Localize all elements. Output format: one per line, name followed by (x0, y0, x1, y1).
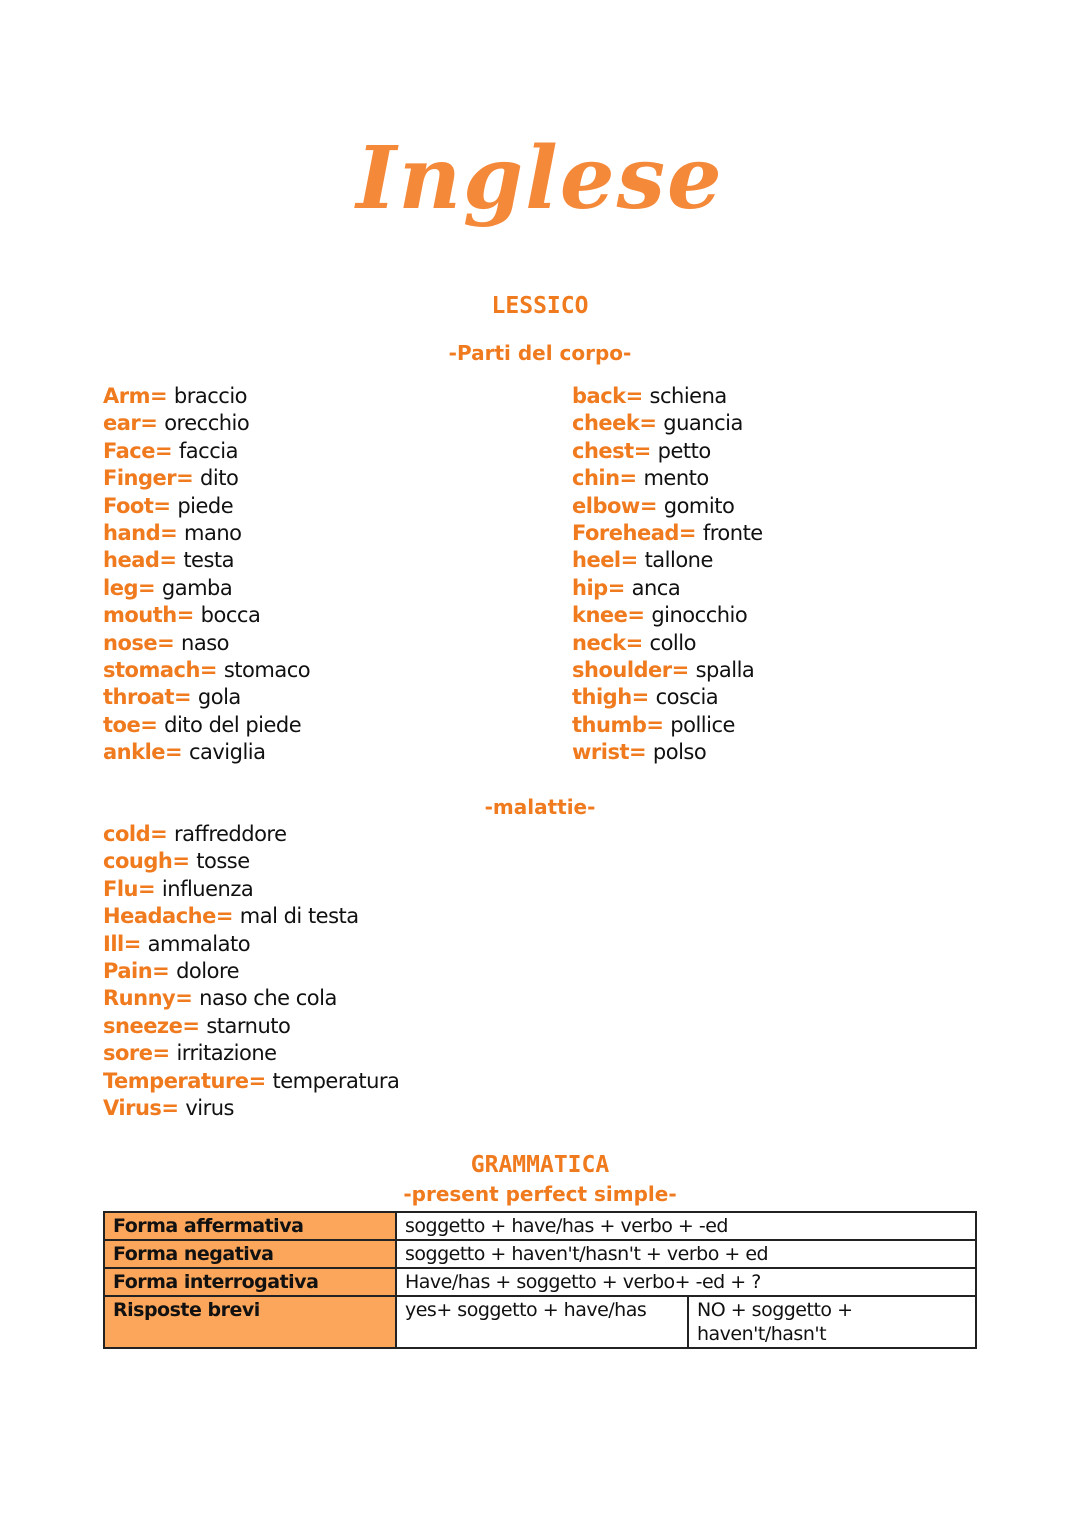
table-row (104, 1296, 976, 1348)
vocab-item (103, 903, 399, 930)
italian-translation: bocca (200, 603, 261, 628)
equals-sign: = (123, 931, 148, 956)
vocab-item (103, 931, 399, 958)
row-value: Have/has + soggetto + verbo+ -ed + ? (396, 1268, 976, 1296)
vocab-item (572, 739, 763, 766)
equals-sign: = (625, 384, 650, 408)
italian-translation: collo (649, 630, 696, 655)
row-label: Forma negativa (104, 1240, 396, 1268)
equals-sign: = (627, 603, 652, 628)
italian-translation: fronte (702, 521, 763, 546)
english-term: cough (103, 849, 173, 874)
vocab-item (103, 410, 310, 437)
italian-translation: pollice (670, 712, 735, 737)
english-term: toe (103, 712, 141, 737)
equals-sign: = (137, 575, 162, 600)
english-term: neck (572, 630, 626, 655)
italian-translation: naso che cola (199, 986, 337, 1011)
english-term: back (572, 384, 626, 408)
italian-translation: influenza (161, 876, 254, 901)
italian-translation: schiena (649, 384, 727, 408)
equals-sign: = (639, 411, 664, 436)
italian-translation: dolore (176, 959, 240, 984)
english-term: Virus (103, 1096, 162, 1121)
italian-translation: gomito (663, 493, 735, 518)
vocab-item (103, 876, 399, 903)
vocab-item (103, 1040, 399, 1067)
equals-sign: = (199, 658, 224, 683)
equals-sign: = (161, 1096, 186, 1121)
italian-translation: gola (197, 685, 241, 710)
grammar-table (103, 1211, 977, 1349)
equals-sign: = (160, 521, 185, 546)
equals-sign: = (172, 849, 197, 874)
equals-sign: = (140, 712, 165, 737)
equals-sign: = (165, 740, 189, 765)
table-row (104, 1212, 976, 1240)
italian-translation: ammalato (147, 931, 251, 956)
vocab-item (103, 821, 399, 848)
equals-sign: = (157, 630, 182, 655)
vocab-item (572, 602, 763, 629)
english-term: Arm (103, 384, 150, 408)
english-term: Finger (103, 466, 177, 491)
italian-translation: orecchio (164, 411, 250, 436)
english-term: Foot (103, 493, 154, 518)
english-term: shoulder (572, 658, 672, 683)
english-term: Pain (103, 959, 153, 984)
italian-translation: faccia (178, 438, 238, 463)
italian-translation: tosse (196, 849, 250, 874)
equals-sign: = (248, 1068, 273, 1093)
english-term: sore (103, 1041, 153, 1066)
italian-translation: dito del piede (164, 712, 302, 737)
english-term: cheek (572, 411, 640, 436)
equals-sign: = (140, 411, 165, 436)
equals-sign: = (176, 603, 201, 628)
row-label: Risposte brevi (104, 1296, 396, 1348)
equals-sign: = (173, 685, 198, 710)
equals-sign: = (671, 658, 696, 683)
english-term: hip (572, 575, 608, 600)
equals-sign: = (631, 685, 656, 710)
row-label: Forma interrogativa (104, 1268, 396, 1296)
equals-sign: = (152, 1041, 177, 1066)
italian-translation: tallone (644, 548, 713, 573)
english-term: cold (103, 822, 151, 846)
english-term: ear (103, 411, 141, 436)
vocab-item (103, 438, 310, 465)
english-term: leg (103, 575, 138, 600)
equals-sign: = (153, 493, 178, 518)
english-term: mouth (103, 603, 177, 628)
vocab-item (572, 493, 763, 520)
row-value: soggetto + have/has + verbo + -ed (396, 1212, 976, 1240)
vocab-item (103, 383, 310, 410)
vocab-item (103, 657, 310, 684)
english-term: throat (103, 685, 174, 710)
english-term: elbow (572, 493, 640, 518)
italian-translation: petto (657, 438, 711, 463)
english-term: Temperature (103, 1068, 249, 1093)
vocab-item (103, 848, 399, 875)
vocab-item (103, 739, 310, 766)
english-term: thumb (572, 712, 647, 737)
section-heading-lessico: LESSICO (491, 293, 589, 319)
english-term: wrist (572, 740, 629, 765)
italian-translation: ginocchio (651, 603, 748, 628)
subheading-body-parts: -Parti del corpo- (448, 341, 632, 365)
vocab-item (572, 630, 763, 657)
italian-translation: anca (631, 575, 681, 600)
english-term: sneeze (103, 1013, 183, 1038)
italian-translation: mal di testa (239, 904, 359, 929)
vocab-item (572, 438, 763, 465)
english-term: ankle (103, 740, 166, 765)
short-answer-yes: yes+ soggetto + have/has (396, 1296, 688, 1348)
vocab-item (572, 520, 763, 547)
italian-translation: polso (652, 740, 707, 765)
english-term: chin (572, 466, 620, 491)
equals-sign: = (625, 630, 650, 655)
section-heading-grammatica: GRAMMATICA (470, 1152, 610, 1178)
vocab-item (103, 493, 310, 520)
vocab-item (103, 520, 310, 547)
equals-sign: = (629, 740, 653, 765)
table-row (104, 1240, 976, 1268)
italian-translation: coscia (655, 685, 719, 710)
english-term: thigh (572, 685, 632, 710)
illnesses-list (103, 821, 399, 1122)
body-parts-left-list (103, 383, 310, 767)
english-term: hand (103, 521, 161, 546)
italian-translation: braccio (173, 384, 248, 408)
english-term: stomach (103, 658, 200, 683)
vocab-item (572, 547, 763, 574)
page-title: Inglese (356, 128, 724, 229)
vocab-item (103, 547, 310, 574)
vocab-item (103, 602, 310, 629)
equals-sign: = (159, 548, 184, 573)
english-term: chest (572, 438, 634, 463)
vocab-item (103, 1068, 399, 1095)
vocab-item (103, 1013, 399, 1040)
equals-sign: = (182, 1013, 207, 1038)
vocab-item (103, 630, 310, 657)
vocab-item (103, 684, 310, 711)
equals-sign: = (215, 904, 240, 929)
body-parts-right-list (572, 383, 763, 767)
english-term: head (103, 548, 160, 573)
vocab-item (572, 410, 763, 437)
english-term: nose (103, 630, 158, 655)
english-term: Ill (103, 931, 124, 956)
italian-translation: starnuto (206, 1013, 291, 1038)
italian-translation: spalla (695, 658, 755, 683)
english-term: Forehead (572, 521, 679, 546)
equals-sign: = (620, 548, 645, 573)
equals-sign: = (176, 466, 201, 491)
italian-translation: dito (200, 466, 239, 491)
equals-sign: = (154, 438, 179, 463)
equals-sign: = (607, 575, 632, 600)
equals-sign: = (678, 521, 703, 546)
vocab-item (103, 575, 310, 602)
italian-translation: virus (185, 1096, 234, 1121)
italian-translation: caviglia (188, 740, 266, 765)
english-term: Flu (103, 876, 138, 901)
equals-sign: = (646, 712, 671, 737)
italian-translation: raffreddore (174, 822, 287, 846)
italian-translation: irritazione (176, 1041, 277, 1066)
italian-translation: stomaco (223, 658, 311, 683)
italian-translation: temperatura (272, 1068, 400, 1093)
equals-sign: = (150, 384, 174, 408)
row-value: soggetto + haven't/hasn't + verbo + ed (396, 1240, 976, 1268)
english-term: knee (572, 603, 628, 628)
italian-translation: piede (177, 493, 234, 518)
english-term: Runny (103, 986, 176, 1011)
vocab-item (103, 958, 399, 985)
italian-translation: naso (181, 630, 230, 655)
vocab-item (103, 985, 399, 1012)
equals-sign: = (152, 959, 177, 984)
equals-sign: = (633, 438, 658, 463)
equals-sign: = (175, 986, 200, 1011)
vocab-item (103, 1095, 399, 1122)
vocab-item (572, 684, 763, 711)
row-label: Forma affermativa (104, 1212, 396, 1240)
english-term: Headache (103, 904, 216, 929)
english-term: Face (103, 438, 155, 463)
subheading-illnesses: -malattie- (484, 795, 596, 819)
italian-translation: mento (643, 466, 709, 491)
vocab-item (572, 712, 763, 739)
table-row (104, 1268, 976, 1296)
italian-translation: testa (183, 548, 235, 573)
italian-translation: gamba (161, 575, 233, 600)
vocab-item (103, 712, 310, 739)
italian-translation: mano (184, 521, 242, 546)
subheading-present-perfect: -present perfect simple- (403, 1182, 677, 1206)
equals-sign: = (639, 493, 664, 518)
equals-sign: = (138, 876, 162, 901)
vocab-item (572, 465, 763, 492)
english-term: heel (572, 548, 621, 573)
equals-sign: = (619, 466, 644, 491)
short-answer-no: NO + soggetto + haven't/hasn't (688, 1296, 976, 1348)
equals-sign: = (150, 822, 175, 846)
italian-translation: guancia (663, 411, 743, 436)
vocab-item (572, 575, 763, 602)
vocab-item (103, 465, 310, 492)
vocab-item (572, 383, 763, 410)
vocab-item (572, 657, 763, 684)
